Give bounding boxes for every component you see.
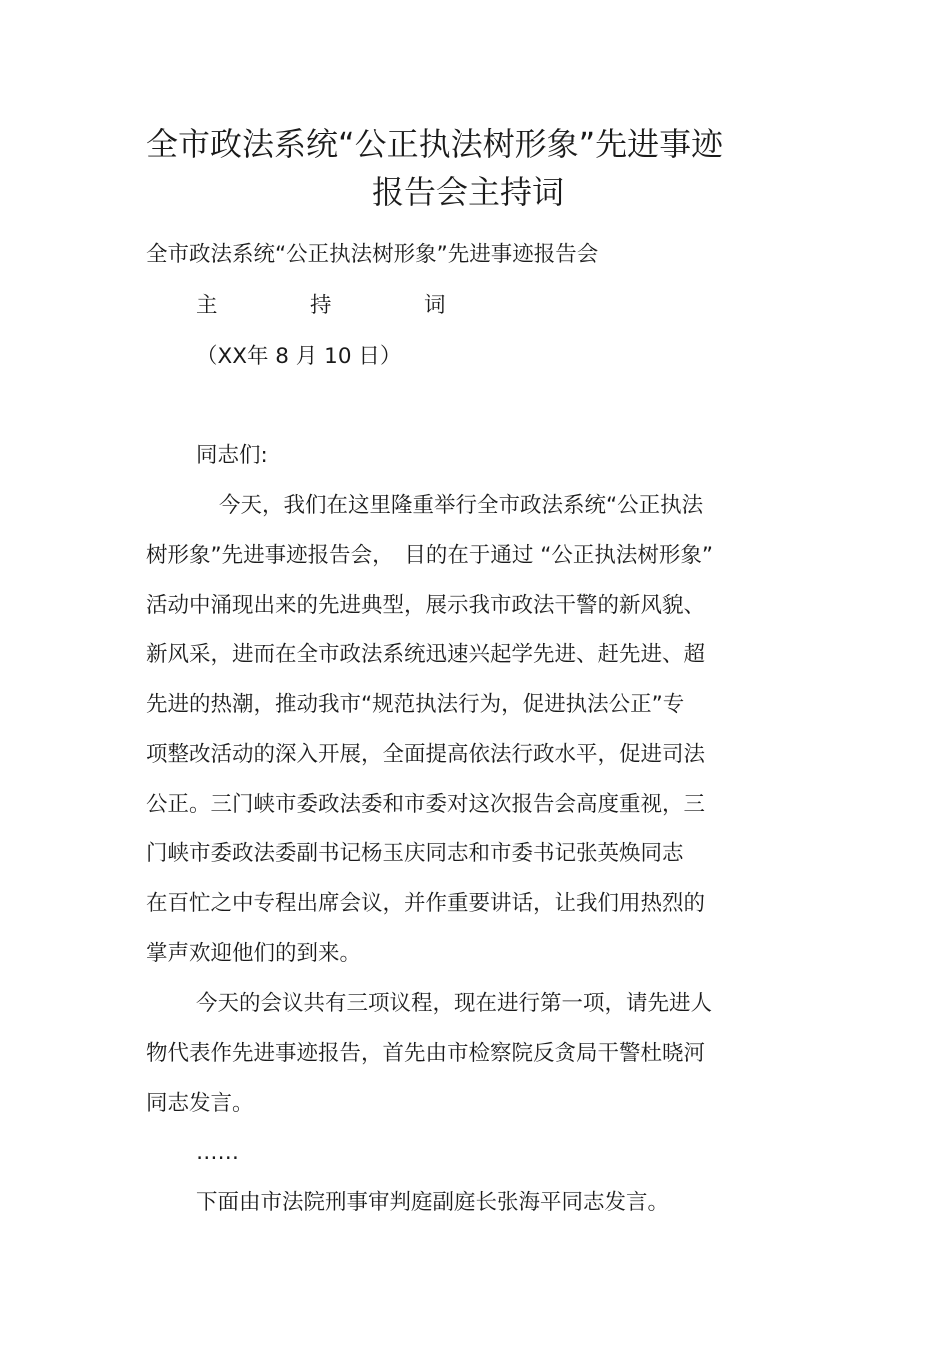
host-word-spaced xyxy=(196,291,446,321)
paragraph2-line: 同志发言。 xyxy=(146,1091,254,1116)
subtitle: 全市政法系统“公正执法树形象”先进事迹报告会 xyxy=(146,242,599,267)
host-char-1: 主 xyxy=(196,293,218,318)
date-line: （XX年 8 月 10 日） xyxy=(196,344,402,369)
paragraph3: 下面由市法院刑事审判庭副庭长张海平同志发言。 xyxy=(196,1190,670,1215)
document-title-line-2: 报告会主持词 xyxy=(372,173,565,211)
paragraph2-line: 今天的会议共有三项议程，现在进行第一项，请先进人 xyxy=(196,991,713,1016)
paragraph1-line: 先进的热潮，推动我市“规范执法行为，促进执法公正”专 xyxy=(146,692,685,717)
paragraph1-line: 公正。三门峡市委政法委和市委对这次报告会高度重视，三 xyxy=(146,792,706,817)
paragraph1-line: 今天，我们在这里隆重举行全市政法系统“公正执法 xyxy=(219,493,704,518)
paragraph2-line: 物代表作先进事迹报告，首先由市检察院反贪局干警杜晓河 xyxy=(146,1041,706,1066)
document-title-line-1: 全市政法系统“公正执法树形象”先进事迹 xyxy=(146,125,724,163)
greeting: 同志们: xyxy=(196,443,268,468)
paragraph1-line: 新风采，进而在全市政法系统迅速兴起学先进、赶先进、超 xyxy=(146,642,706,667)
host-char-3: 词 xyxy=(424,293,446,318)
host-char-2: 持 xyxy=(310,293,332,318)
paragraph1-line: 树形象”先进事迹报告会， 目的在于通过 “公正执法树形象” xyxy=(146,543,714,568)
paragraph1-line: 在百忙之中专程出席会议，并作重要讲话，让我们用热烈的 xyxy=(146,891,706,916)
paragraph1-line: 掌声欢迎他们的到来。 xyxy=(146,941,362,966)
paragraph1-line: 项整改活动的深入开展，全面提高依法行政水平，促进司法 xyxy=(146,742,706,767)
ellipsis: …… xyxy=(196,1140,239,1165)
paragraph1-line: 门峡市委政法委副书记杨玉庆同志和市委书记张英焕同志 xyxy=(146,841,684,866)
paragraph1-line: 活动中涌现出来的先进典型，展示我市政法干警的新风貌、 xyxy=(146,593,706,618)
